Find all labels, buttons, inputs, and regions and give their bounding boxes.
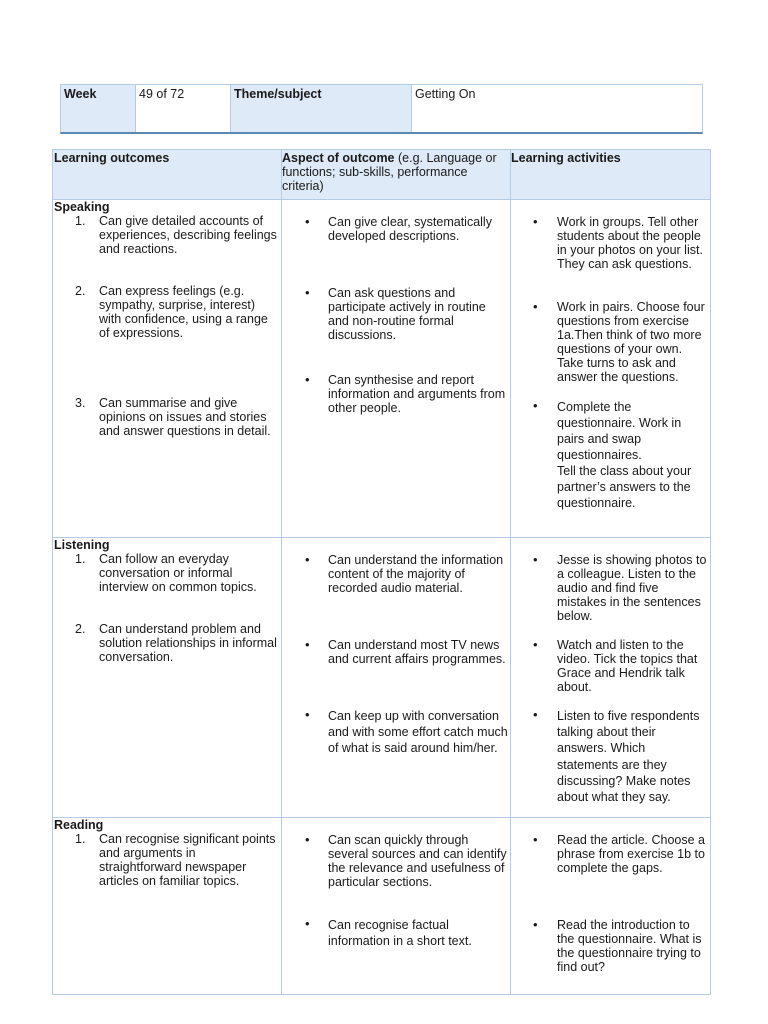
section-listening: Listening bbox=[54, 538, 110, 552]
theme-label: Theme/subject bbox=[230, 85, 411, 132]
col-header-activities: Learning activities bbox=[511, 151, 621, 165]
week-value: 49 of 72 bbox=[135, 85, 230, 132]
section-reading: Reading bbox=[54, 818, 104, 832]
week-label: Week bbox=[61, 85, 135, 132]
section-speaking: Speaking bbox=[54, 200, 110, 214]
col-header-aspect: Aspect of outcome (e.g. Language or functions; sub-skills, performance criteria) bbox=[282, 151, 497, 193]
theme-value: Getting On bbox=[411, 85, 702, 132]
col-header-outcomes: Learning outcomes bbox=[54, 151, 170, 165]
outcomes-table: Learning outcomes Aspect of outcome (e.g. Language or functions; sub-skills, performance criteria) Learning activities Speaking 1. Can give detailed accounts of experiences, describing feelings and reactions. 2. Can express feelings (e.g. sympathy, surprise, interest) with confidence, using a range of expressions. 3. Can summarise and give opinions on issues and stories and answer questions in detail. • Can give clear, systematically developed descriptions. • Can ask questions and participate actively in routine and non-routine formal discussions. • Can synthesise and report information and arguments from other people. • Work in groups. Tell other students about the people in your photos on your list. They can ask questions. • Work in pairs. Choose four questions from exercise 1a.Then think of two more questions of your own. Take turns to ask and answer the questions. • Complete the questionnaire. Work in pairs and swap questionnaires. Tell the class about your partner’s answers to the questionnaire. Listening 1. Can follow an everyday conversation or informal interview on common topics. 2. Can understand problem and solution relationships in informal conversation. • Can understand the information content of the majority of recorded audio material. • Can understand most TV news and current affairs programmes. • Can keep up with conversation and with some effort catch much of what is said around him/her. • Jesse is showing photos to a colleague. Listen to the audio and find five mistakes in the sentences below. • Watch and listen to the video. Tick the topics that Grace and Hendrik talk about. • Listen to five respondents talking about their answers. Which statements are they discussing? Make notes about what they say. Reading 1. Can recognise significant points and arguments in straightforward newspaper articles on familiar topics. • Can scan quickly through several sources and can identify the relevance and usefulness of particular sections. • Can recognise factual information in a short text. • Read the article. Choose a phrase from exercise 1b to complete the gaps. • Read the introduction to the questionnaire. What is the questionnaire trying to find out? bbox=[52, 149, 711, 995]
header-table bbox=[60, 84, 703, 134]
